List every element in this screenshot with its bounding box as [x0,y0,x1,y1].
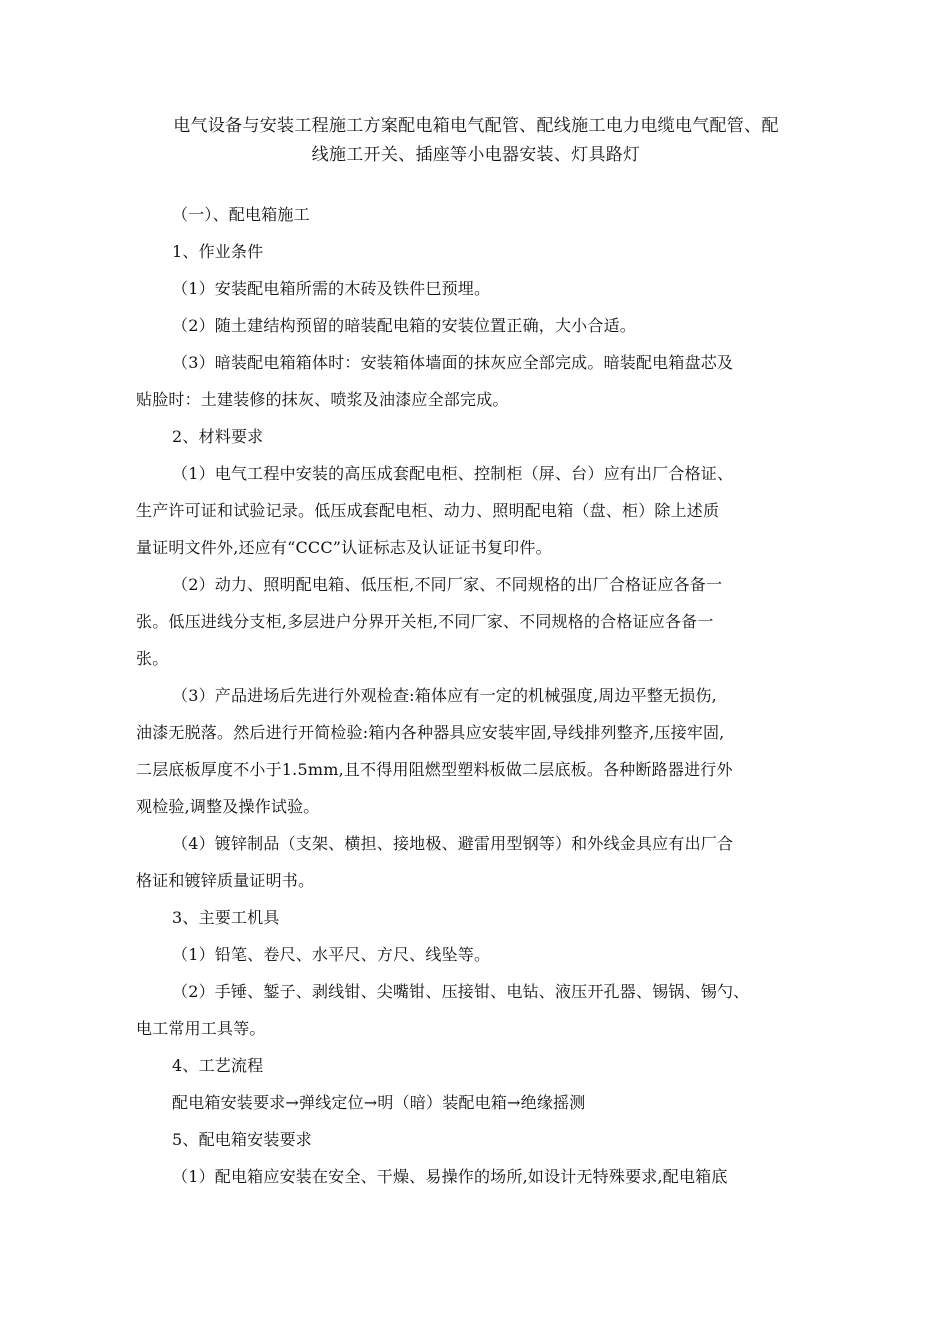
paragraph-2-3-line-1: （3）产品进场后先进行外观检查:箱体应有一定的机械强度,周边平整无损伤, [172,686,717,705]
paragraph-2-4-line-1: （4）镀锌制品（支架、横担、接地极、避雷用型钢等）和外线金具应有出厂合 [172,834,734,853]
paragraph-2-1-line-1: （1）电气工程中安装的高压成套配电柜、控制柜（屏、台）应有出厂合格证、 [172,464,734,483]
paragraph-3-2-line-2: 电工常用工具等。 [136,1019,266,1038]
paragraph-2-3-line-3: 二层底板厚度不小于1.5mm,且不得用阻燃型塑料板做二层底板。各种断路器进行外 [136,760,733,779]
paragraph-2-2-line-3: 张。 [136,649,169,668]
subsection-heading-1: 1、作业条件 [172,242,264,261]
paragraph-5-1-line-1: （1）配电箱应安装在安全、干燥、易操作的场所,如设计无特殊要求,配电箱底 [172,1167,728,1186]
document-body [136,196,829,1195]
paragraph-1-1: （1）安装配电箱所需的木砖及铁件巳预埋。 [172,279,491,298]
paragraph-2-3-line-2: 油漆无脱落。然后进行开简检验:箱内各种器具应安装牢固,导线排列整齐,压接牢固, [136,723,725,742]
section-heading: （一）、配电箱施工 [172,205,310,224]
title-line-1: 电气设备与安装工程施工方案配电箱电气配管、配线施工电力电缆电气配管、配 [173,116,779,136]
process-flow: 配电箱安装要求→弹线定位→明（暗）装配电箱→绝缘摇测 [172,1093,586,1112]
paragraph-2-2-line-1: （2）动力、照明配电箱、低压柜,不同厂家、不同规格的出厂合格证应各备一 [172,575,723,594]
paragraph-3-1: （1）铅笔、卷尺、水平尺、方尺、线坠等。 [172,945,491,964]
subsection-heading-4: 4、工艺流程 [172,1056,264,1075]
paragraph-2-2-line-2: 张。低压进线分支柜,多层进户分界开关柜,不同厂家、不同规格的合格证应各备一 [136,612,714,631]
paragraph-2-4-line-2: 格证和镀锌质量证明书。 [136,871,315,890]
paragraph-3-2-line-1: （2）手锤、錾子、剥线钳、尖嘴钳、压接钳、电钻、液压开孔器、锡锅、锡勺、 [172,982,750,1001]
title-line-2: 线施工开关、插座等小电器安装、灯具路灯 [311,145,641,165]
subsection-heading-5: 5、配电箱安装要求 [172,1130,312,1149]
paragraph-1-2: （2）随土建结构预留的暗装配电箱的安装位置正确，大小合适。 [172,316,636,335]
paragraph-1-3-line-2: 贴脸时：土建装修的抹灰、喷浆及油漆应全部完成。 [136,390,509,409]
subsection-heading-3: 3、主要工机具 [172,908,280,927]
paragraph-1-3-line-1: （3）暗装配电箱箱体时：安装箱体墙面的抹灰应全部完成。暗装配电箱盘芯及 [172,353,734,372]
paragraph-2-3-line-4: 观检验,调整及操作试验。 [136,797,320,816]
paragraph-2-1-line-3: 量证明文件外,还应有“CCC”认证标志及认证证书复印件。 [136,538,552,557]
document-title [120,112,832,170]
subsection-heading-2: 2、材料要求 [172,427,264,446]
paragraph-2-1-line-2: 生产许可证和试验记录。低压成套配电柜、动力、照明配电箱（盘、柜）除上述质 [136,501,720,520]
